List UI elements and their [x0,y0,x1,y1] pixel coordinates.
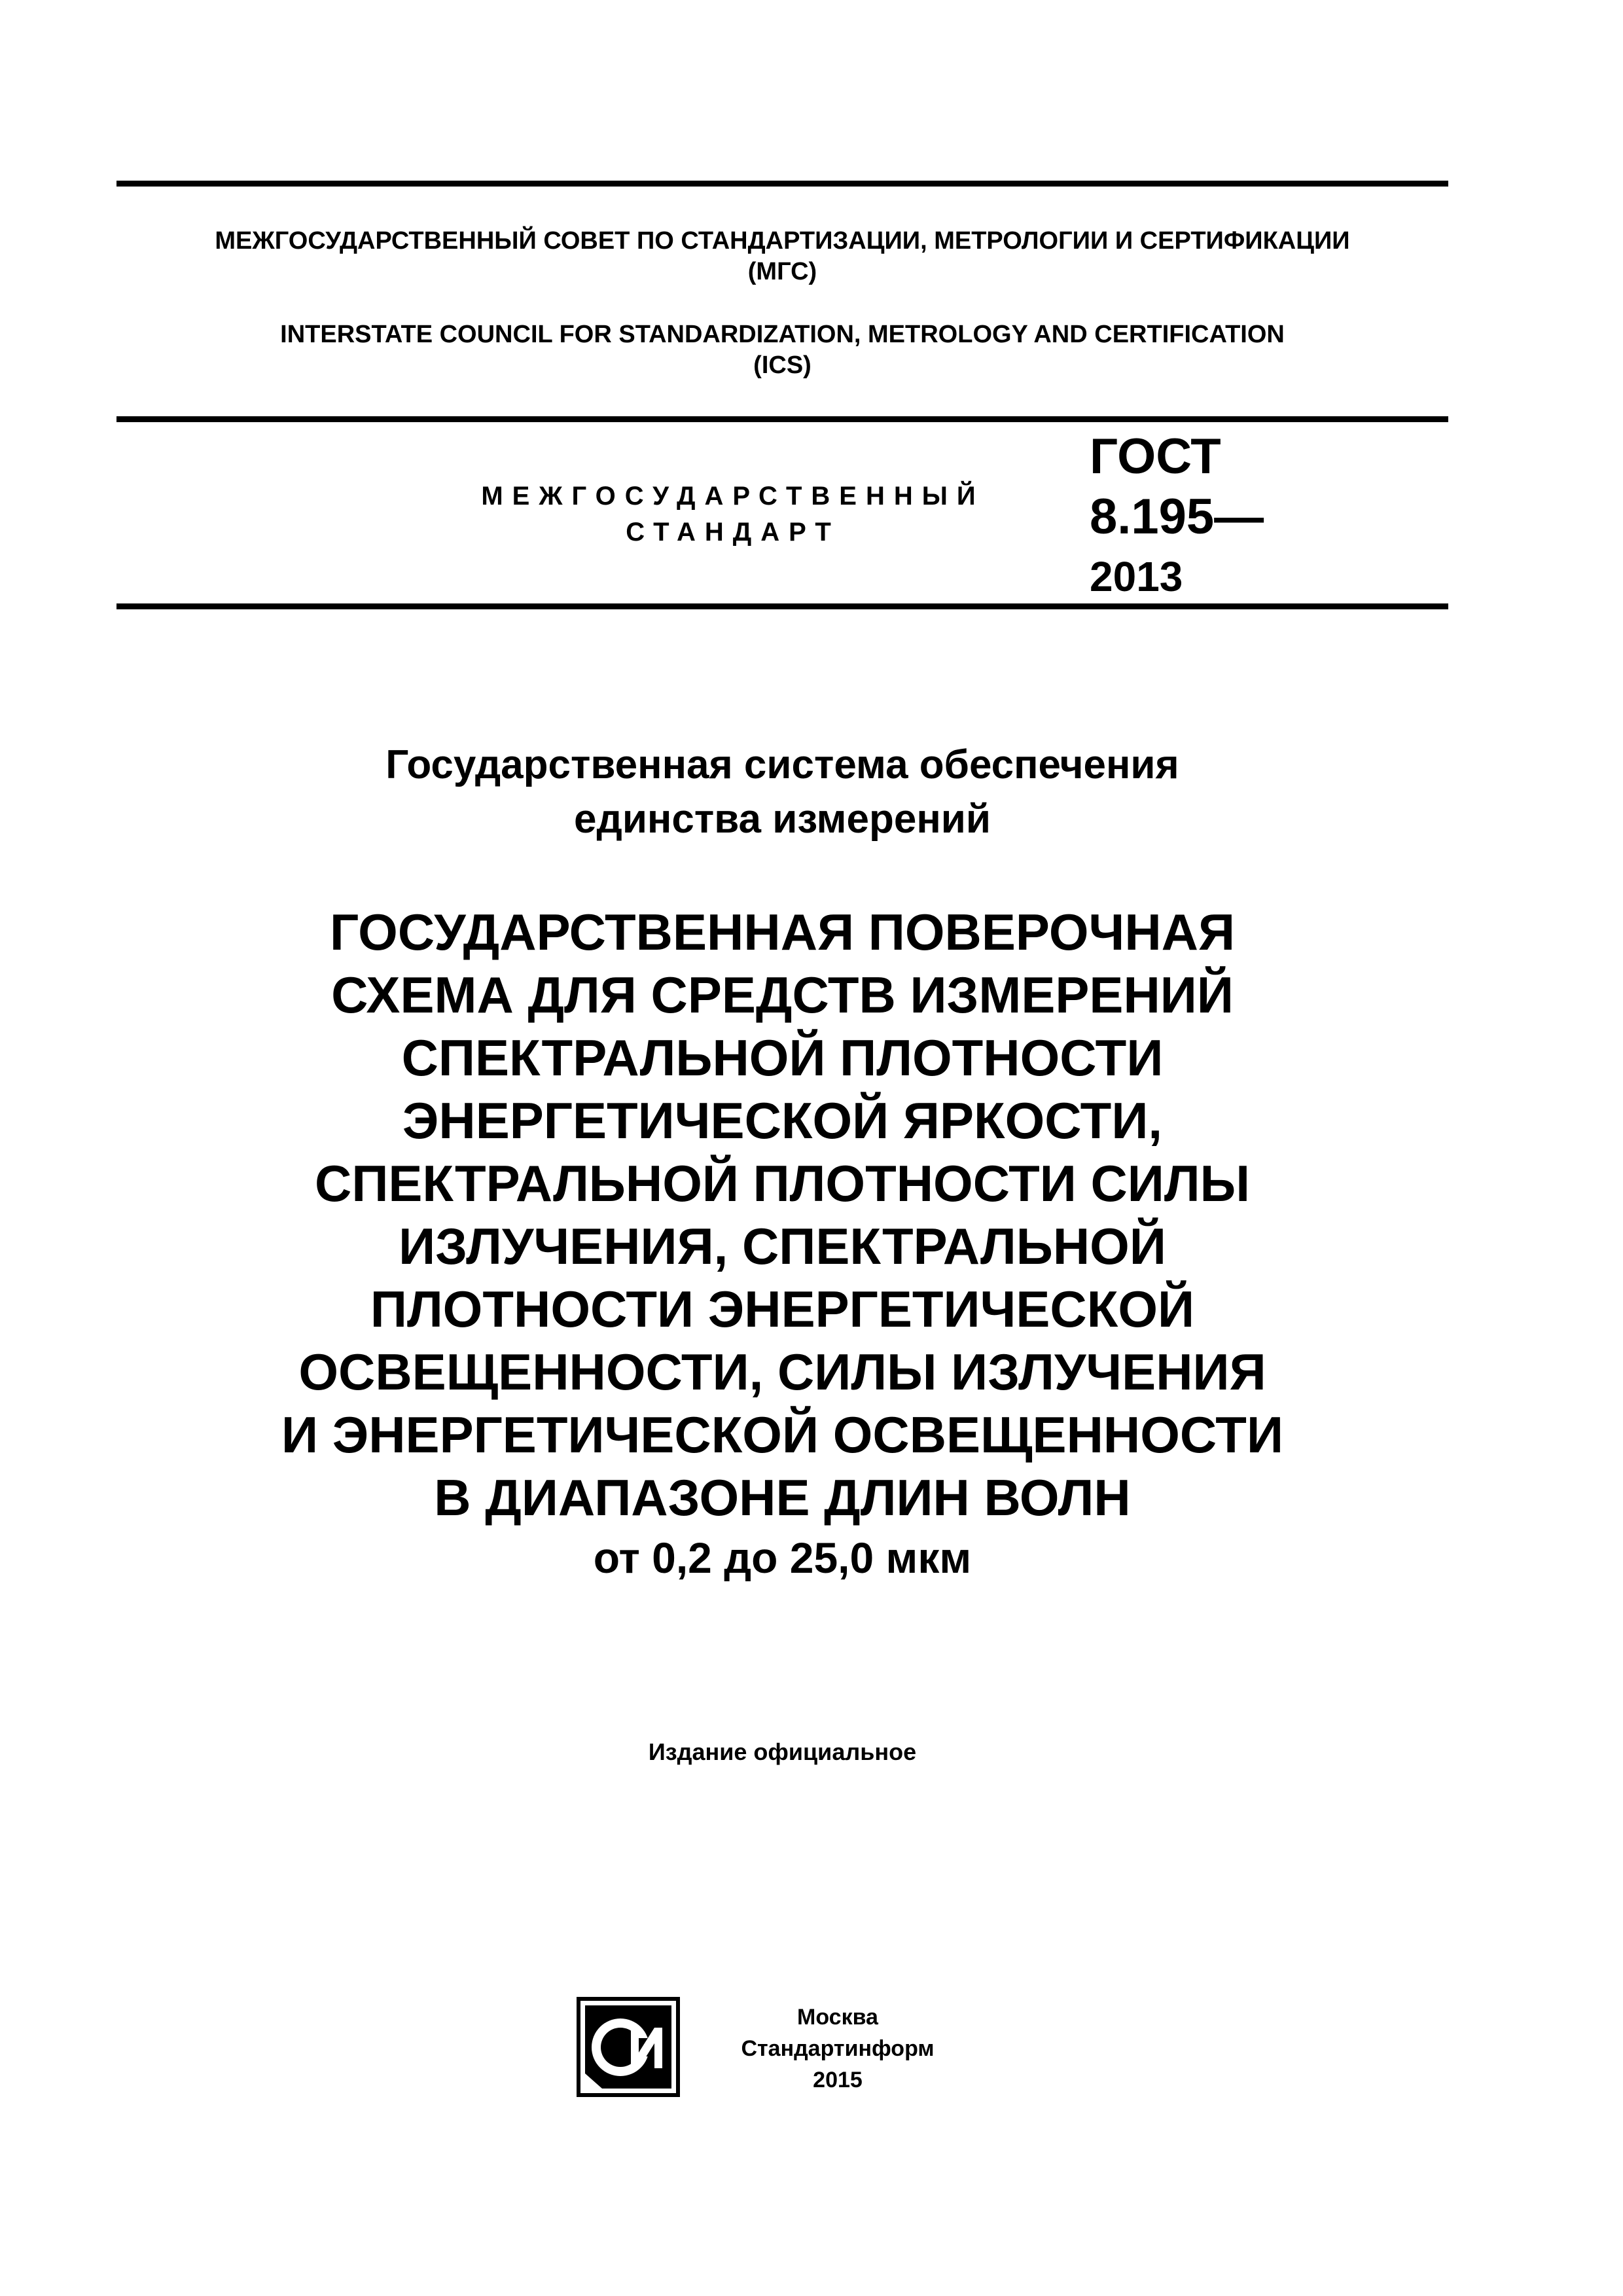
main-title-line: СХЕМА ДЛЯ СРЕДСТВ ИЗМЕРЕНИЙ [331,966,1234,1024]
main-title-line: СПЕКТРАЛЬНОЙ ПЛОТНОСТИ [401,1029,1164,1086]
publisher-city: Москва [797,2005,878,2030]
main-title-line: ГОСУДАРСТВЕННАЯ ПОВЕРОЧНАЯ [329,903,1236,961]
main-title-line: ЭНЕРГЕТИЧЕСКОЙ ЯРКОСТИ, [402,1092,1163,1149]
series-title-line2: единства измерений [573,797,991,842]
main-title-line: И ЭНЕРГЕТИЧЕСКОЙ ОСВЕЩЕННОСТИ [281,1406,1284,1463]
main-title-line: ИЗЛУЧЕНИЯ, СПЕКТРАЛЬНОЙ [399,1217,1166,1275]
publisher-name: Стандартинформ [741,2036,935,2061]
council-name-en: INTERSTATE COUNCIL FOR STANDARDIZATION, METROLOGY AND CERTIFICATION [280,321,1285,348]
council-abbr-en: (ICS) [753,351,812,379]
gost-year: 2013 [1090,553,1183,600]
series-title-line1: Государственная система обеспечения [385,742,1179,787]
edition-label: Издание официальное [648,1738,917,1765]
council-abbr-ru: (МГС) [747,258,817,285]
council-name-ru: МЕЖГОСУДАРСТВЕННЫЙ СОВЕТ ПО СТАНДАРТИЗАЦИИ, МЕТРОЛОГИИ И СЕРТИФИКАЦИИ [215,227,1350,255]
wavelength-range: от 0,2 до 25,0 мкм [593,1534,972,1582]
gost-label: ГОСТ [1090,429,1221,484]
main-title-line: В ДИАПАЗОНЕ ДЛИН ВОЛН [434,1469,1131,1526]
standartinform-logo-icon [576,1996,681,2098]
bottom-rule [116,603,1448,609]
main-title-line: СПЕКТРАЛЬНОЙ ПЛОТНОСТИ СИЛЫ [315,1155,1250,1212]
main-title-line: ПЛОТНОСТИ ЭНЕРГЕТИЧЕСКОЙ [370,1280,1195,1338]
standard-type-line1: МЕЖГОСУДАРСТВЕННЫЙ [481,482,985,511]
standard-type-line2: СТАНДАРТ [626,518,840,547]
middle-rule [116,416,1448,422]
top-rule [116,181,1448,187]
gost-number: 8.195— [1090,489,1264,545]
publication-year: 2015 [813,2068,863,2092]
main-title-line: ОСВЕЩЕННОСТИ, СИЛЫ ИЗЛУЧЕНИЯ [298,1343,1266,1401]
